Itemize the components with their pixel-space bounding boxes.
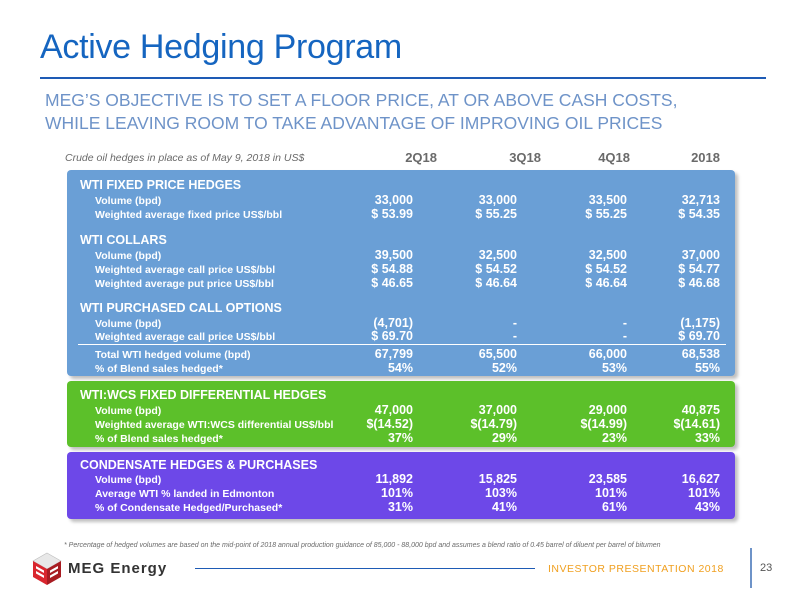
table-cell: 101% bbox=[595, 486, 627, 500]
table-cell: 41% bbox=[491, 500, 517, 514]
table-cell: $(14.52) bbox=[366, 417, 413, 431]
column-header-3q18: 3Q18 bbox=[509, 150, 541, 165]
table-cell: 32,500 bbox=[478, 248, 517, 262]
table-cell: $(14.79) bbox=[470, 417, 517, 431]
table-cell: 37% bbox=[387, 431, 413, 445]
section-title-wti-call-options: WTI PURCHASED CALL OPTIONS bbox=[80, 301, 282, 315]
table-cell: $ 54.88 bbox=[371, 262, 413, 276]
table-cell: 37,000 bbox=[478, 403, 517, 417]
table-cell: 61% bbox=[601, 500, 627, 514]
row-label: Volume (bpd) bbox=[95, 474, 162, 486]
table-cell: 101% bbox=[688, 486, 720, 500]
table-cell: 39,500 bbox=[374, 248, 413, 262]
row-label: Volume (bpd) bbox=[95, 318, 162, 330]
table-cell: (1,175) bbox=[680, 316, 720, 330]
presentation-label: INVESTOR PRESENTATION 2018 bbox=[548, 563, 724, 575]
section-title-condensate: CONDENSATE HEDGES & PURCHASES bbox=[80, 458, 318, 472]
table-cell: $ 69.70 bbox=[678, 329, 720, 343]
table-cell: 33% bbox=[694, 431, 720, 445]
table-cell: 29,000 bbox=[588, 403, 627, 417]
table-cell: $ 46.64 bbox=[475, 276, 517, 290]
row-label: % of Blend sales hedged* bbox=[95, 363, 223, 375]
table-cell: $ 46.64 bbox=[585, 276, 627, 290]
table-cell: $ 54.52 bbox=[475, 262, 517, 276]
table-cell: 52% bbox=[491, 361, 517, 375]
table-cell: $(14.99) bbox=[580, 417, 627, 431]
table-cell: 40,875 bbox=[681, 403, 720, 417]
table-cell: 23% bbox=[601, 431, 627, 445]
footer-separator bbox=[750, 548, 752, 588]
table-cell: $ 55.25 bbox=[585, 207, 627, 221]
meg-logo-icon bbox=[30, 552, 64, 586]
table-cell: 67,799 bbox=[374, 347, 413, 361]
row-label: Average WTI % landed in Edmonton bbox=[95, 488, 275, 500]
table-cell: $ 54.77 bbox=[678, 262, 720, 276]
table-cell: 32,713 bbox=[681, 193, 720, 207]
table-cell: $ 55.25 bbox=[475, 207, 517, 221]
table-cell: 23,585 bbox=[588, 472, 627, 486]
table-cell: 53% bbox=[601, 361, 627, 375]
section-title-wti-fixed: WTI FIXED PRICE HEDGES bbox=[80, 178, 242, 192]
table-cell: - bbox=[512, 329, 517, 343]
table-cell: 68,538 bbox=[681, 347, 720, 361]
table-cell: $ 46.68 bbox=[678, 276, 720, 290]
table-cell: 43% bbox=[694, 500, 720, 514]
table-cell: $(14.61) bbox=[673, 417, 720, 431]
row-label: Total WTI hedged volume (bpd) bbox=[95, 349, 251, 361]
footer-divider bbox=[195, 568, 535, 569]
table-cell: 16,627 bbox=[681, 472, 720, 486]
table-cell: 29% bbox=[491, 431, 517, 445]
table-cell: $ 46.65 bbox=[371, 276, 413, 290]
title-divider bbox=[40, 77, 766, 79]
row-label: % of Condensate Hedged/Purchased* bbox=[95, 502, 283, 514]
row-label: Weighted average fixed price US$/bbl bbox=[95, 209, 283, 221]
table-cell: $ 54.52 bbox=[585, 262, 627, 276]
totals-divider bbox=[78, 344, 726, 345]
table-cell: - bbox=[512, 316, 517, 330]
footnote: * Percentage of hedged volumes are based on the mid-point of 2018 annual production guidance of 85,000 - 88,000 bpd and assumes a blend ratio of 0.45 barrel of diluent per barrel of bitumen bbox=[64, 542, 661, 549]
table-cell: - bbox=[622, 316, 627, 330]
table-cell: 55% bbox=[694, 361, 720, 375]
column-header-2q18: 2Q18 bbox=[405, 150, 437, 165]
table-cell: $ 53.99 bbox=[371, 207, 413, 221]
table-cell: 15,825 bbox=[478, 472, 517, 486]
section-title-wcs: WTI:WCS FIXED DIFFERENTIAL HEDGES bbox=[80, 388, 327, 402]
table-cell: 47,000 bbox=[374, 403, 413, 417]
row-label: Weighted average call price US$/bbl bbox=[95, 264, 276, 276]
table-cell: 66,000 bbox=[588, 347, 627, 361]
row-label: Volume (bpd) bbox=[95, 250, 162, 262]
table-caption: Crude oil hedges in place as of May 9, 2018 in US$ bbox=[65, 152, 305, 164]
table-cell: 54% bbox=[387, 361, 413, 375]
subtitle-line-2: WHILE LEAVING ROOM TO TAKE ADVANTAGE OF IMPROVING OIL PRICES bbox=[45, 113, 663, 133]
subtitle-line-1: MEG’S OBJECTIVE IS TO SET A FLOOR PRICE, AT OR ABOVE CASH COSTS, bbox=[45, 90, 678, 110]
table-cell: 32,500 bbox=[588, 248, 627, 262]
column-header-2018: 2018 bbox=[691, 150, 720, 165]
table-cell: $ 69.70 bbox=[371, 329, 413, 343]
row-label: Volume (bpd) bbox=[95, 405, 162, 417]
table-cell: 37,000 bbox=[681, 248, 720, 262]
page-number: 23 bbox=[760, 562, 773, 574]
brand-name: MEG Energy bbox=[68, 560, 168, 577]
column-header-4q18: 4Q18 bbox=[598, 150, 630, 165]
table-cell: - bbox=[622, 329, 627, 343]
page-subtitle bbox=[45, 89, 677, 135]
row-label: Weighted average WTI:WCS differential US$/bbl bbox=[95, 419, 334, 431]
table-cell: 103% bbox=[485, 486, 517, 500]
table-cell: 33,000 bbox=[374, 193, 413, 207]
table-cell: 33,500 bbox=[588, 193, 627, 207]
row-label: % of Blend sales hedged* bbox=[95, 433, 223, 445]
row-label: Volume (bpd) bbox=[95, 195, 162, 207]
table-cell: (4,701) bbox=[373, 316, 413, 330]
page-title: Active Hedging Program bbox=[40, 28, 402, 66]
section-title-wti-collars: WTI COLLARS bbox=[80, 233, 167, 247]
table-cell: 33,000 bbox=[478, 193, 517, 207]
row-label: Weighted average put price US$/bbl bbox=[95, 278, 274, 290]
table-cell: $ 54.35 bbox=[678, 207, 720, 221]
table-cell: 31% bbox=[387, 500, 413, 514]
table-cell: 101% bbox=[381, 486, 413, 500]
row-label: Weighted average call price US$/bbl bbox=[95, 331, 276, 343]
table-cell: 65,500 bbox=[478, 347, 517, 361]
table-cell: 11,892 bbox=[375, 472, 413, 486]
